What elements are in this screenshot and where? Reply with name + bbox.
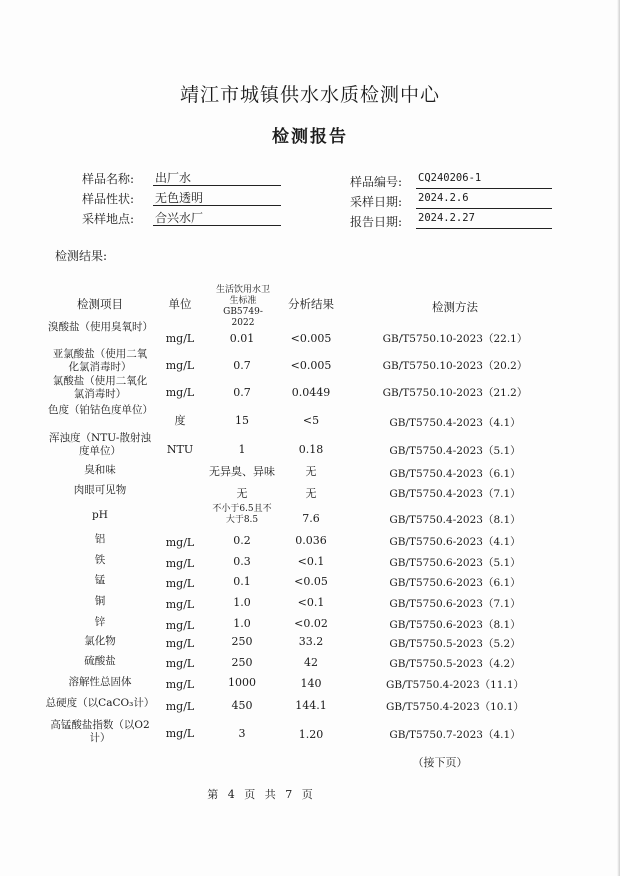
item-cell: 铜 [94,595,106,607]
sample-state-value: 无色透明 [153,189,281,206]
unit-cell: mg/L [165,577,195,590]
result-cell: <5 [302,414,320,427]
method-cell: GB/T5750.4-2023（5.1） [389,445,521,457]
item-cell: 高锰酸盐指数（以O2计） [50,719,150,744]
result-cell: 33.2 [298,635,324,648]
unit-cell: mg/L [165,332,195,345]
method-cell: GB/T5750.6-2023（6.1） [389,577,521,589]
result-cell: <0.1 [297,555,325,568]
method-cell: GB/T5750.4-2023（10.1） [385,701,525,713]
result-cell: <0.1 [297,596,325,609]
result-cell: 7.6 [302,512,320,525]
column-header-item: 检测项目 [77,297,123,311]
method-cell: GB/T5750.6-2023（7.1） [389,598,521,610]
results-section-title: 检测结果: [55,249,108,263]
standard-cell: 0.2 [233,534,251,547]
result-cell: 0.18 [298,443,324,456]
result-cell: <0.005 [290,332,332,345]
column-header-result: 分析结果 [288,297,334,311]
unit-cell: mg/L [165,536,195,549]
standard-cell: 0.1 [233,575,251,588]
item-cell: 氯化物 [84,635,116,647]
item-cell: pH [92,509,108,521]
unit-cell: mg/L [165,657,195,670]
continued-note: （接下页） [412,756,468,769]
result-cell: 1.20 [298,728,324,741]
item-cell: 肉眼可见物 [73,484,127,496]
item-cell: 总硬度（以CaCO₃计） [45,697,155,709]
total-suffix: 页 [301,788,313,801]
report-date-label: 报告日期: [350,215,403,229]
method-cell: GB/T5750.6-2023（8.1） [389,619,521,631]
result-cell: 无 [305,465,317,478]
result-cell: <0.02 [294,617,328,630]
result-cell: 0.0449 [291,386,331,399]
standard-cell: 不小于6.5且不大于8.5 [212,504,272,525]
standard-cell: 0.7 [233,386,251,399]
unit-cell: NTU [166,443,194,456]
standard-cell: 0.7 [233,359,251,372]
standard-cell: 1.0 [233,596,251,609]
method-cell: GB/T5750.6-2023（5.1） [389,557,521,569]
total-prefix: 共 [264,788,276,801]
method-cell: GB/T5750.7-2023（4.1） [389,729,521,741]
sampling-site-value: 合兴水厂 [153,209,281,226]
standard-cell: 0.01 [229,332,255,345]
result-cell: <0.005 [290,359,332,372]
result-cell: <0.05 [294,575,328,588]
result-cell: 140 [300,677,322,690]
item-cell: 铁 [94,554,106,566]
sample-no-label: 样品编号: [350,175,403,189]
item-cell: 色度（铂钴色度单位） [48,404,153,416]
unit-cell: 度 [174,414,186,427]
sample-name-value: 出厂水 [153,169,281,186]
report-date-value: 2024.2.27 [416,212,552,229]
sample-no-value: CQ240206-1 [416,172,552,189]
column-header-standard: 生活饮用水卫生标准GB5749-2022 [215,285,270,328]
standard-cell: 1000 [228,676,256,689]
result-cell: 144.1 [295,699,327,712]
unit-cell: mg/L [165,700,195,713]
item-cell: 氯酸盐（使用二氧化氯消毒时） [52,375,148,400]
method-cell: GB/T5750.5-2023（5.2） [389,638,521,650]
sampling-date-value: 2024.2.6 [416,192,552,209]
unit-cell: mg/L [165,557,195,570]
unit-cell: mg/L [165,598,195,611]
method-cell: GB/T5750.6-2023（4.1） [389,536,521,548]
result-cell: 42 [304,656,318,669]
page-prefix: 第 [207,788,219,801]
item-cell: 硫酸盐 [84,655,116,667]
item-cell: 亚氯酸盐（使用二氧化氯消毒时） [52,348,148,373]
unit-cell: mg/L [165,386,195,399]
sample-state-label: 样品性状: [82,192,135,206]
item-cell: 浑浊度（NTU-散射浊度单位） [49,432,151,457]
column-header-method: 检测方法 [432,300,478,314]
unit-cell: mg/L [165,637,195,650]
organization-name: 靖江市城镇供水水质检测中心 [179,84,440,106]
unit-cell: mg/L [165,727,195,740]
page-mid: 页 [244,788,256,801]
method-cell: GB/T5750.4-2023（11.1） [385,679,525,691]
standard-cell: 1 [238,443,246,456]
unit-cell: mg/L [165,678,195,691]
method-cell: GB/T5750.5-2023（4.2） [389,658,521,670]
method-cell: GB/T5750.4-2023（6.1） [389,468,521,480]
item-cell: 锰 [94,574,106,586]
standard-cell: 3 [238,727,246,740]
item-cell: 锌 [94,616,106,628]
result-cell: 无 [305,487,317,500]
method-cell: GB/T5750.10-2023（20.2） [382,360,528,372]
method-cell: GB/T5750.4-2023（4.1） [389,417,521,429]
method-cell: GB/T5750.10-2023（22.1） [382,333,528,345]
method-cell: GB/T5750.4-2023（8.1） [389,514,521,526]
result-cell: 0.036 [295,534,327,547]
standard-cell: 无 [236,487,248,500]
standard-cell: 250 [231,656,253,669]
standard-cell: 250 [231,635,253,648]
sampling-date-label: 采样日期: [350,195,403,209]
item-cell: 铝 [94,533,106,545]
sampling-site-label: 采样地点: [82,212,135,226]
report-title: 检测报告 [272,127,348,147]
item-cell: 溶解性总固体 [68,676,132,688]
current-page: 4 [227,788,235,801]
method-cell: GB/T5750.10-2023（21.2） [382,387,528,399]
item-cell: 溴酸盐（使用臭氧时） [48,321,153,333]
standard-cell: 0.3 [233,555,251,568]
column-header-unit: 单位 [168,297,192,311]
unit-cell: mg/L [165,359,195,372]
sample-name-label: 样品名称: [82,172,135,186]
standard-cell: 450 [231,699,253,712]
page-number [0,786,520,802]
standard-cell: 15 [235,414,249,427]
unit-cell: mg/L [165,619,195,632]
standard-cell: 1.0 [233,617,251,630]
item-cell: 臭和味 [84,464,116,476]
method-cell: GB/T5750.4-2023（7.1） [389,488,521,500]
standard-cell: 无异臭、异味 [209,465,275,478]
total-pages: 7 [285,788,293,801]
